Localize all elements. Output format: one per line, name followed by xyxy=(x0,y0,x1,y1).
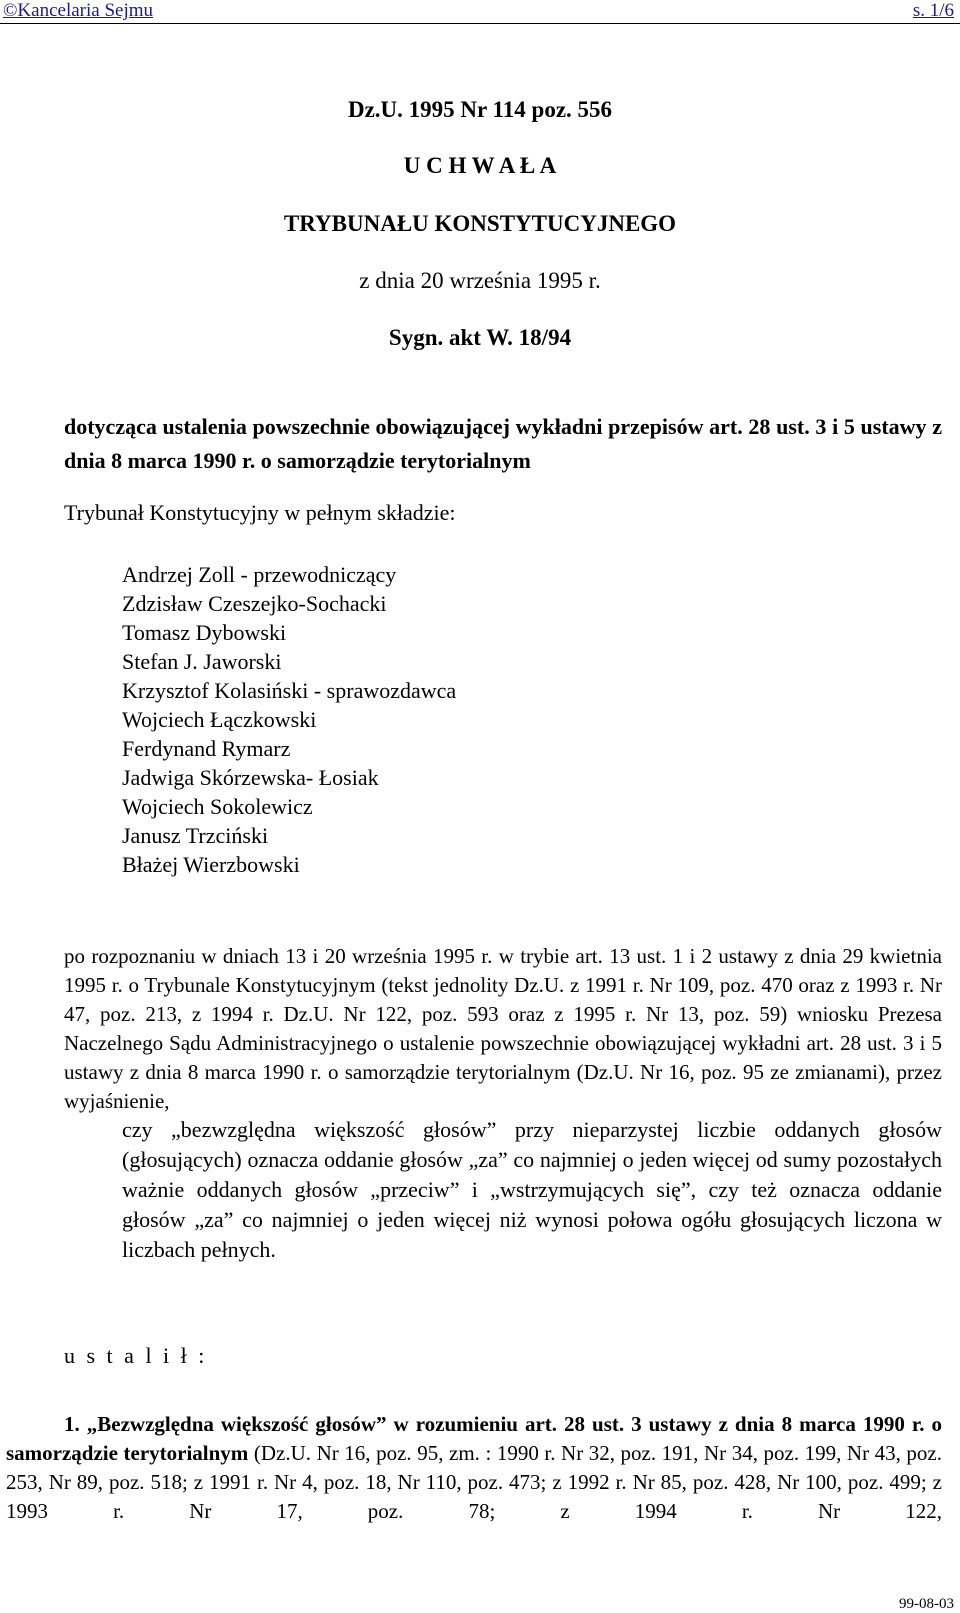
point-bold-text: „Bezwzględna większość głosów” w rozumieniu art. 28 ust. 3 ustawy z dnia 8 marca 1990 r. o samorządzie terytorialnym xyxy=(6,1412,942,1465)
judge-item: Wojciech Sokolewicz xyxy=(122,794,313,819)
legal-question: czy „bezwzględna większość głosów” przy nieparzystej liczbie oddanych głosów (głosujących) oznacza oddanie głosów „za” co najmniej o jeden więcej od sumy pozostałych ważnie oddanych głosów „przeciw” i „wstrzymujących się”, czy też oznacza oddanie głosów „za” co najmniej o jeden więcej niż wynosi połowa ogółu głosujących liczona w liczbach pełnych. xyxy=(122,1117,942,1262)
copyright-label: ©Kancelaria Sejmu xyxy=(3,0,154,21)
judge-item: Wojciech Łączkowski xyxy=(122,707,317,732)
point-number: 1. xyxy=(64,1412,80,1436)
page-header xyxy=(0,0,960,22)
judge-item: Andrzej Zoll - przewodniczący xyxy=(122,562,397,587)
judge-item: Jadwiga Skórzewska- Łosiak xyxy=(122,765,379,790)
judge-item: Tomasz Dybowski xyxy=(122,620,287,645)
issuer: TRYBUNAŁU KONSTYTUCYJNEGO xyxy=(283,211,677,236)
judge-item: Stefan J. Jaworski xyxy=(122,649,282,674)
footer-date: 99-08-03 xyxy=(899,1596,954,1612)
ruling-heading: u s t a l i ł : xyxy=(64,1343,208,1368)
journal-reference: Dz.U. 1995 Nr 114 poz. 556 xyxy=(347,97,613,122)
court-intro: Trybunał Konstytucyjny w pełnym składzie: xyxy=(64,500,456,525)
judge-item: Ferdynand Rymarz xyxy=(122,736,291,761)
document-type: U C H W A Ł A xyxy=(403,153,557,178)
case-signature: Sygn. akt W. 18/94 xyxy=(388,325,572,350)
ruling-point-1 xyxy=(6,1410,942,1526)
proceedings-paragraph: po rozpoznaniu w dniach 13 i 20 września 1995 r. w trybie art. 13 ust. 1 i 2 ustawy z dnia 29 kwietnia 1995 r. o Trybunale Konstytucyjnym (tekst jednolity Dz.U. z 1991 r. Nr 109, poz. 470 oraz z 1993 r. Nr 47, poz. 213, z 1994 r. Dz.U. Nr 122, poz. 593 oraz z 1995 r. Nr 13, poz. 59) wniosku Prezesa Naczelnego Sądu Administracyjnego o ustalenie powszechnie obowiązującej wykładni art. 28 ust. 3 i 5 ustawy z dnia 8 marca 1990 r. o samorządzie terytorialnym (Dz.U. Nr 16, poz. 95 ze zmianami), przez wyjaśnienie, xyxy=(64,944,942,1113)
header-divider xyxy=(0,23,960,24)
page-number: s. 1/6 xyxy=(912,0,954,21)
document-date: z dnia 20 września 1995 r. xyxy=(359,268,601,293)
judge-item: Zdzisław Czeszejko-Sochacki xyxy=(122,591,387,616)
judges-list xyxy=(122,560,456,879)
judge-item: Janusz Trzciński xyxy=(122,823,269,848)
judge-item: Krzysztof Kolasiński - sprawozdawca xyxy=(122,678,457,703)
document-subject: dotycząca ustalenia powszechnie obowiązującej wykładni przepisów art. 28 ust. 3 i 5 ustawy z dnia 8 marca 1990 r. o samorządzie terytorialnym xyxy=(64,414,942,473)
point-citation: (Dz.U. Nr 16, poz. 95, zm. : 1990 r. Nr 32, poz. 191, Nr 34, poz. 199, Nr 43, poz. 253, Nr 89, poz. 518; z 1991 r. Nr 4, poz. 18, Nr 110, poz. 473; z 1992 r. Nr 85, poz. 428, Nr 100, poz. 499; z 1993 r. Nr 17, poz. 78; z 1994 r. Nr 122, xyxy=(6,1441,943,1523)
judge-item: Błażej Wierzbowski xyxy=(122,852,300,877)
